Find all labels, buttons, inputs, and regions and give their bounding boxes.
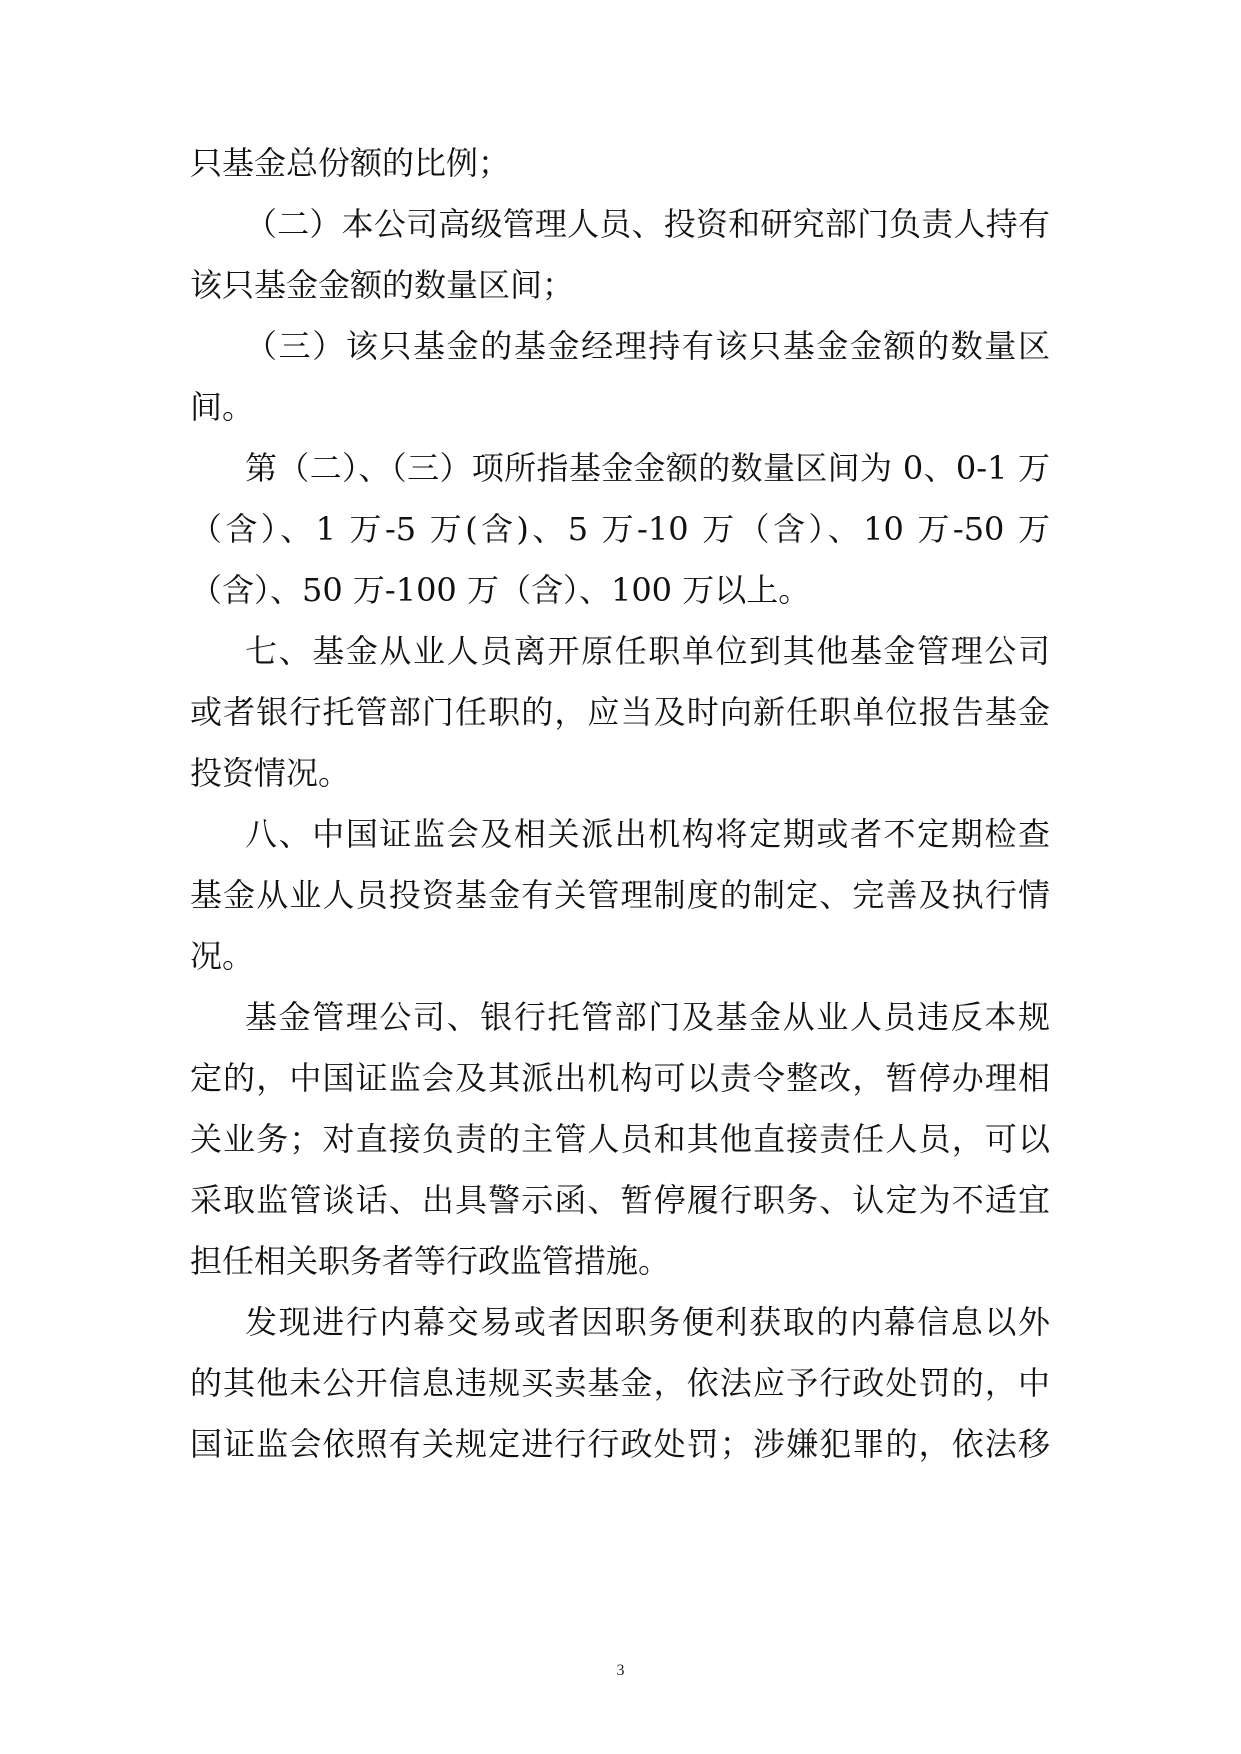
body-line: （含）、50 万-100 万（含）、100 万以上。: [190, 571, 811, 609]
body-line: 基金从业人员投资基金有关管理制度的制定、完善及执行情: [190, 876, 1050, 914]
body-line: 采取监管谈话、出具警示函、暂停履行职务、认定为不适宜: [190, 1181, 1050, 1219]
body-line: 只基金总份额的比例；: [190, 144, 511, 182]
body-line: 或者银行托管部门任职的，应当及时向新任职单位报告基金: [190, 693, 1050, 731]
body-line: 担任相关职务者等行政监管措施。: [190, 1242, 671, 1280]
body-line: 七、基金从业人员离开原任职单位到其他基金管理公司: [245, 632, 1050, 670]
body-line: （三）该只基金的基金经理持有该只基金金额的数量区: [245, 327, 1050, 365]
body-line: 国证监会依照有关规定进行行政处罚；涉嫌犯罪的，依法移: [190, 1425, 1050, 1463]
body-line: （二）本公司高级管理人员、投资和研究部门负责人持有: [245, 205, 1050, 243]
body-line: 间。: [190, 388, 255, 426]
body-line: 的其他未公开信息违规买卖基金，依法应予行政处罚的，中: [190, 1364, 1050, 1402]
body-line: 第（二）、（三）项所指基金金额的数量区间为 0、0-1 万: [245, 449, 1050, 487]
body-line: 投资情况。: [190, 754, 351, 792]
body-line: 关业务；对直接负责的主管人员和其他直接责任人员，可以: [190, 1120, 1050, 1158]
body-line: 况。: [190, 937, 255, 975]
body-line: 该只基金金额的数量区间；: [190, 266, 575, 304]
body-line: 发现进行内幕交易或者因职务便利获取的内幕信息以外: [245, 1303, 1050, 1341]
body-line: 定的，中国证监会及其派出机构可以责令整改，暂停办理相: [190, 1059, 1050, 1097]
body-line: （含）、1 万-5 万(含)、5 万-10 万（含）、10 万-50 万: [190, 510, 1050, 548]
page-number: 3: [616, 1662, 625, 1679]
body-line: 基金管理公司、银行托管部门及基金从业人员违反本规: [245, 998, 1050, 1036]
body-line: 八、中国证监会及相关派出机构将定期或者不定期检查: [245, 815, 1050, 853]
